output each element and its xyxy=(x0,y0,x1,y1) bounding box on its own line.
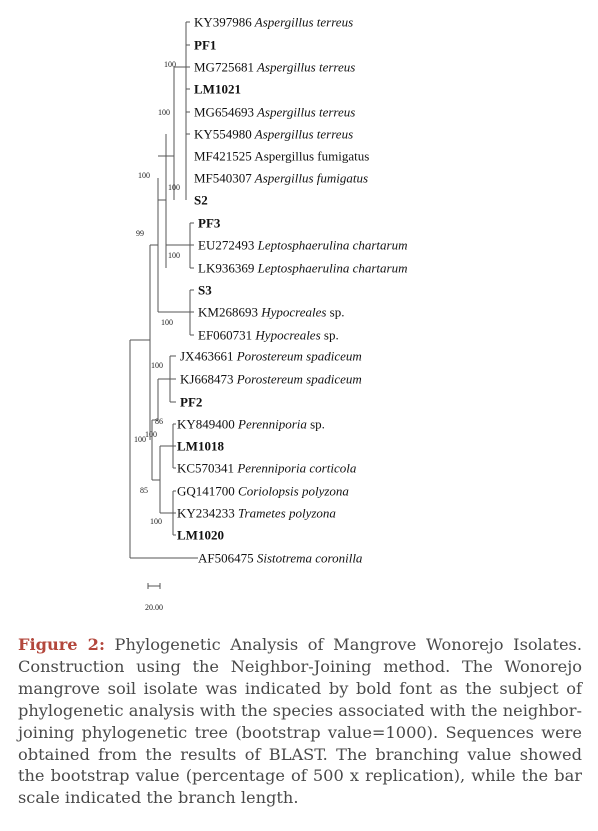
bootstrap-value: 100 xyxy=(150,517,162,526)
taxon-label xyxy=(180,372,362,387)
taxon-species: Leptosphaerulina chartarum xyxy=(254,237,408,253)
taxon-suffix: sp. xyxy=(326,304,345,320)
taxon-label xyxy=(177,417,325,432)
taxon-accession: LK936369 xyxy=(198,260,255,276)
taxon-accession: S3 xyxy=(198,282,212,298)
taxon-label xyxy=(198,238,407,253)
bootstrap-value: 99 xyxy=(136,229,144,238)
scale-bar-label: 20.00 xyxy=(145,603,163,612)
taxon-accession: MF540307 xyxy=(194,170,252,186)
caption-text: Phylogenetic Analysis of Mangrove Wonorejo Isolates. Construction using the Neighbor-Joining method. The Wonorejo mangrove soil isolate was indicated by bold font as the subject of phylogenetic analysis with the species associated with the neighbor-joining phylogenetic tree (bootstrap value=1000). Sequences were obtained from the results of BLAST. The branching value showed the bootstrap value (percentage of 500 x replication), while the bar scale indicated the branch length. xyxy=(18,635,582,808)
bootstrap-value: 100 xyxy=(168,183,180,192)
taxon-species: Sistotrema coronilla xyxy=(253,550,363,566)
taxon-label xyxy=(194,60,355,75)
taxon-accession: MG725681 xyxy=(194,59,254,75)
taxon-accession: PF2 xyxy=(180,394,203,410)
taxon-species: Aspergillus terreus xyxy=(251,126,354,142)
taxon-label xyxy=(180,395,202,410)
bootstrap-value: 100 xyxy=(134,435,146,444)
taxon-accession: JX463661 xyxy=(180,348,234,364)
taxon-species: Perenniporia corticola xyxy=(234,460,357,476)
taxon-accession: S2 xyxy=(194,192,208,208)
taxon-species: Aspergillus fumigatus xyxy=(251,148,370,164)
taxon-accession: AF506475 xyxy=(198,550,254,566)
taxon-accession: KY554980 xyxy=(194,126,252,142)
taxon-label xyxy=(194,193,208,208)
taxon-label xyxy=(198,551,363,566)
taxon-species: Porostereum spadiceum xyxy=(233,371,362,387)
taxon-label xyxy=(198,283,212,298)
bootstrap-value: 100 xyxy=(161,318,173,327)
bootstrap-value: 100 xyxy=(151,361,163,370)
taxon-label xyxy=(177,439,224,454)
taxon-label xyxy=(194,149,369,164)
taxon-accession: PF3 xyxy=(198,215,221,231)
taxon-accession: KM268693 xyxy=(198,304,258,320)
figure-caption xyxy=(18,634,582,809)
taxon-accession: KY397986 xyxy=(194,14,252,30)
figure-label: Figure 2: xyxy=(18,635,105,654)
taxon-label xyxy=(198,328,339,343)
taxon-suffix: sp. xyxy=(320,327,339,343)
taxon-species: Porostereum spadiceum xyxy=(233,348,362,364)
taxon-species: Trametes polyzona xyxy=(234,505,336,521)
taxon-label xyxy=(194,105,355,120)
taxon-label xyxy=(194,15,353,30)
taxon-species: Coriolopsis polyzona xyxy=(234,483,349,499)
taxon-accession: MF421525 xyxy=(194,148,252,164)
taxon-label xyxy=(198,305,344,320)
taxon-label xyxy=(177,461,357,476)
bootstrap-value: 100 xyxy=(164,60,176,69)
taxon-species: Aspergillus terreus xyxy=(253,104,356,120)
bootstrap-value: 100 xyxy=(145,430,157,439)
taxon-accession: KY849400 xyxy=(177,416,235,432)
taxon-label xyxy=(198,216,221,231)
taxon-accession: LM1018 xyxy=(177,438,224,454)
taxon-accession: KC570341 xyxy=(177,460,235,476)
bootstrap-value: 100 xyxy=(138,171,150,180)
taxon-accession: PF1 xyxy=(194,37,217,53)
taxon-label xyxy=(194,38,216,53)
taxon-label xyxy=(177,528,224,543)
taxon-accession: KY234233 xyxy=(177,505,235,521)
taxon-accession: KJ668473 xyxy=(180,371,234,387)
bootstrap-value: 100 xyxy=(158,108,170,117)
taxon-label xyxy=(198,261,407,276)
taxon-species: Hypocreales xyxy=(252,327,321,343)
taxon-species: Perenniporia xyxy=(234,416,307,432)
taxon-accession: MG654693 xyxy=(194,104,254,120)
taxon-accession: EF060731 xyxy=(198,327,253,343)
taxon-label xyxy=(180,349,362,364)
bootstrap-value: 85 xyxy=(140,486,148,495)
taxon-species: Leptosphaerulina chartarum xyxy=(254,260,408,276)
taxon-accession: LM1020 xyxy=(177,527,224,543)
taxon-label xyxy=(194,171,368,186)
taxon-label xyxy=(194,127,353,142)
taxon-species: Aspergillus terreus xyxy=(251,14,354,30)
taxon-label xyxy=(177,484,349,499)
bootstrap-value: 86 xyxy=(155,417,163,426)
taxon-accession: EU272493 xyxy=(198,237,255,253)
taxon-label xyxy=(177,506,336,521)
taxon-suffix: sp. xyxy=(306,416,325,432)
taxon-accession: GQ141700 xyxy=(177,483,235,499)
bootstrap-value: 100 xyxy=(168,251,180,260)
taxon-species: Aspergillus terreus xyxy=(253,59,356,75)
taxon-label xyxy=(194,82,241,97)
taxon-species: Aspergillus fumigatus xyxy=(251,170,369,186)
taxon-species: Hypocreales xyxy=(257,304,327,320)
taxon-accession: LM1021 xyxy=(194,81,241,97)
